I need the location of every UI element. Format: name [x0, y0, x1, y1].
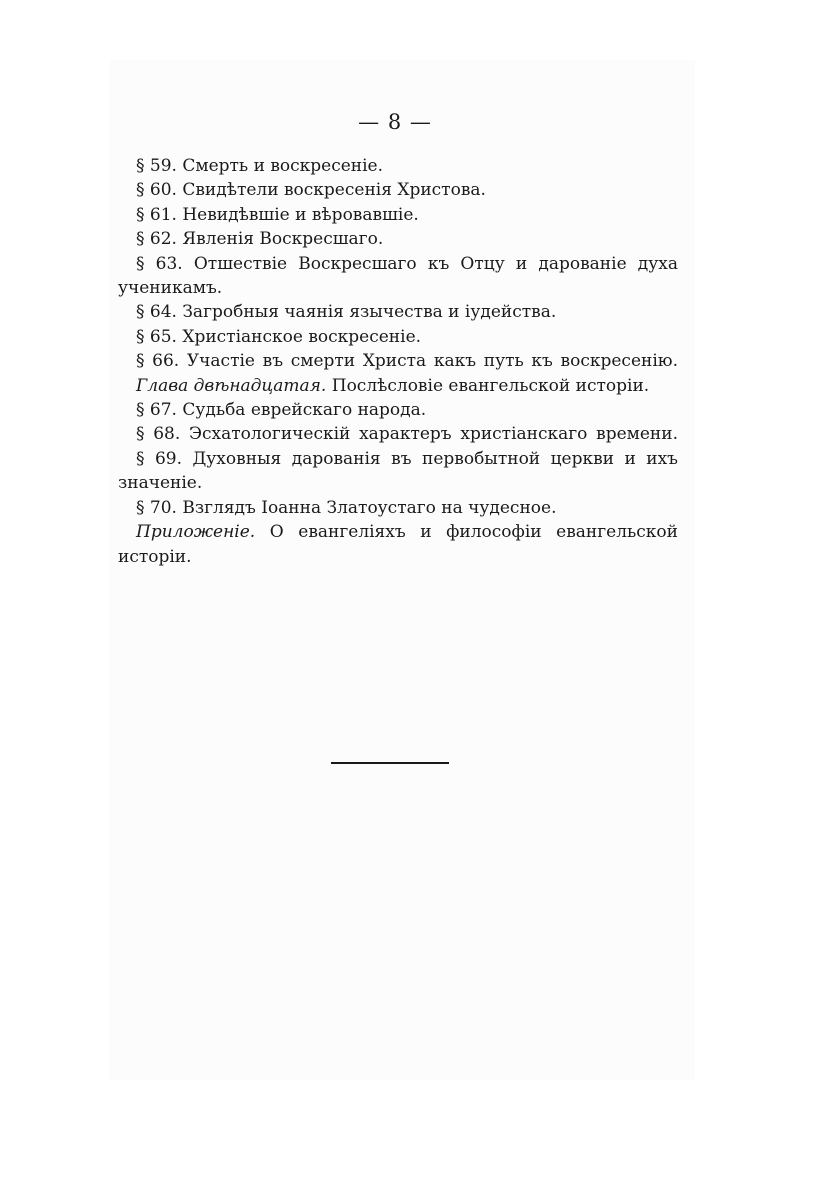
toc-entry-69: § 69. Духовныя дарованія въ первобытной церкви и ихъ	[136, 448, 678, 469]
chapter-label: Глава двѣнадцатая.	[136, 375, 327, 396]
chapter-title: Послѣсловіе евангельской исторіи.	[331, 375, 650, 396]
toc-entry-66: § 66. Участіе въ смерти Христа какъ путь къ воскресенію.	[136, 351, 678, 372]
appendix-title: О евангеліяхъ и философіи евангельской	[269, 522, 678, 543]
toc-appendix-heading	[118, 520, 678, 544]
toc-entry-70: § 70. Взглядъ Іоанна Златоустаго на чудесное.	[136, 497, 557, 518]
toc-entry-63-continuation: ученикамъ.	[118, 278, 223, 299]
toc-entry-68: § 68. Эсхатологическій характеръ христіанскаго времени.	[136, 424, 678, 445]
toc-appendix-continuation: исторіи.	[118, 546, 192, 567]
toc-entry-69-continuation: значеніе.	[118, 473, 203, 494]
toc-chapter-heading	[118, 374, 678, 398]
toc-entry-64: § 64. Загробныя чаянія язычества и іудейства.	[136, 302, 557, 323]
toc-entry-59: § 59. Смерть и воскресеніе.	[136, 156, 384, 176]
toc-entry-60: § 60. Свидѣтели воскресенія Христова.	[136, 180, 486, 201]
appendix-label: Приложеніе.	[136, 522, 256, 543]
toc-entry-63: § 63. Отшествіе Воскресшаго къ Отцу и дарованіе духа	[136, 253, 678, 274]
page-number: — 8 —	[358, 110, 432, 134]
toc-entry-65: § 65. Христіанское воскресеніе.	[136, 326, 422, 347]
toc-entry-67: § 67. Судьба еврейскаго народа.	[136, 400, 427, 421]
toc-entry-62: § 62. Явленія Воскресшаго.	[136, 229, 384, 250]
table-of-contents	[118, 154, 678, 569]
toc-entry-61: § 61. Невидѣвшіе и вѣровавшіе.	[136, 204, 419, 225]
end-rule-divider	[331, 762, 449, 764]
